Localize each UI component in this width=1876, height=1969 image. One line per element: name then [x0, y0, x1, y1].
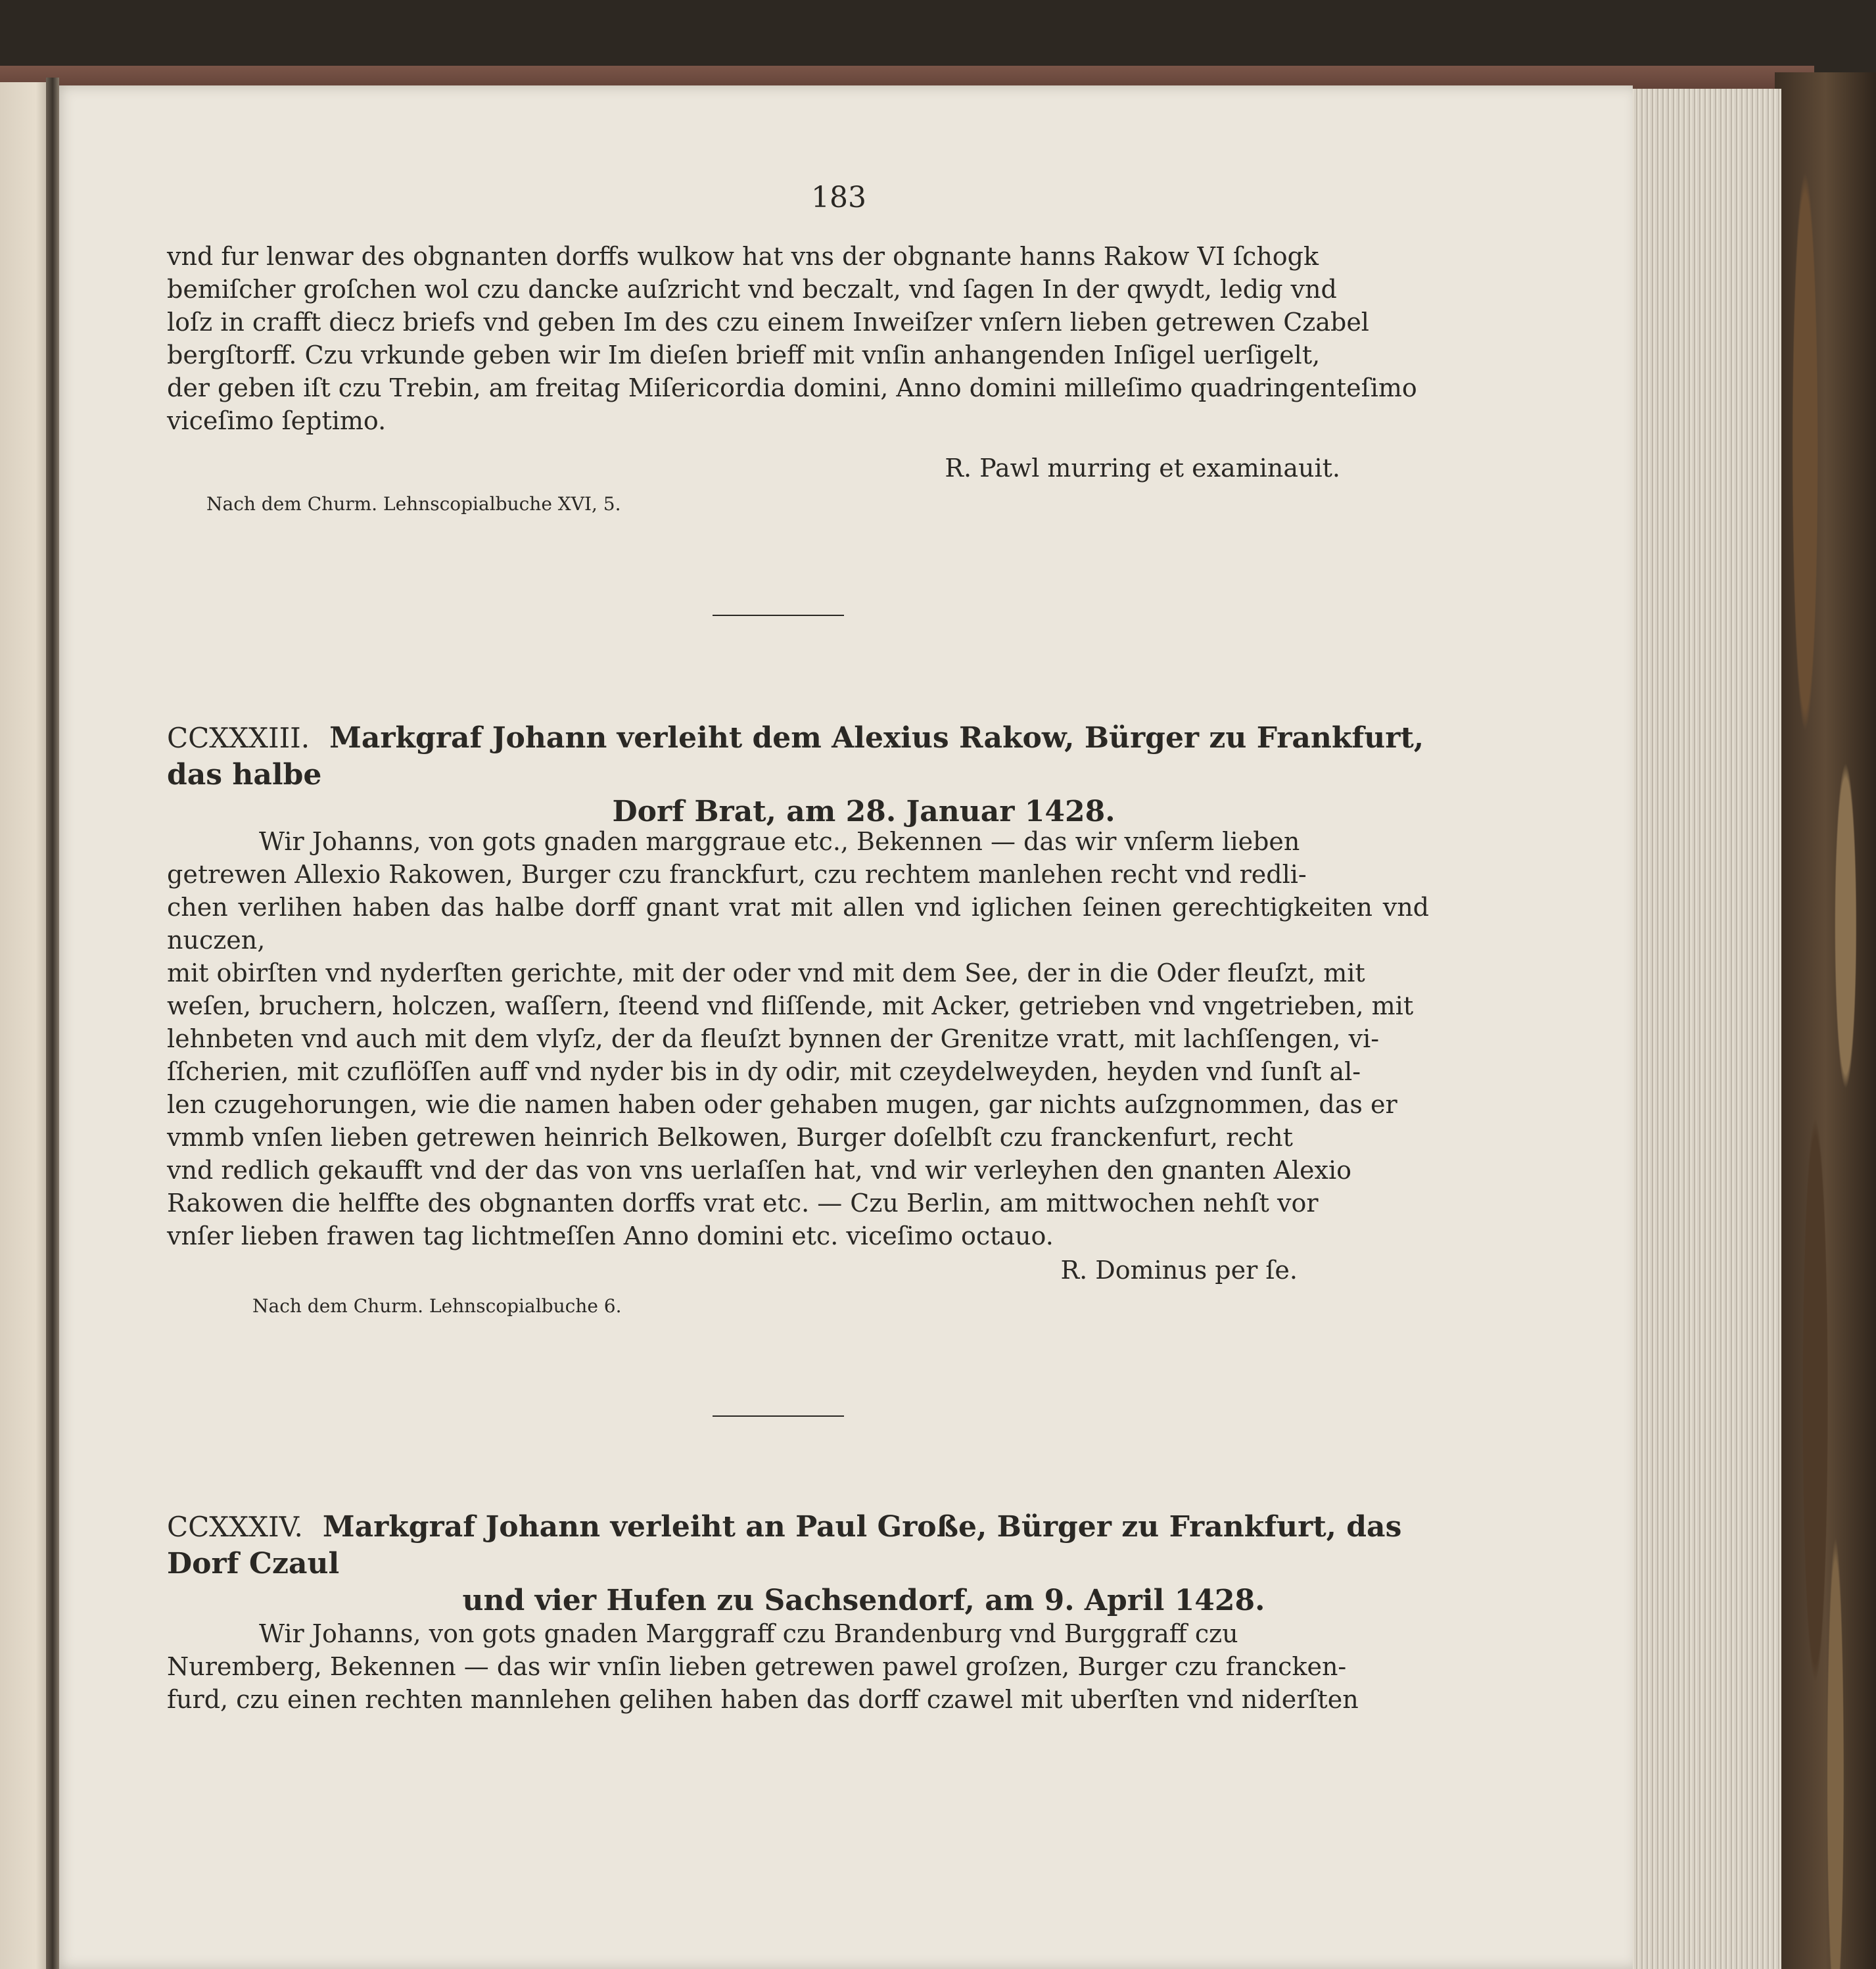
charter-title-line: Markgraf Johann verleiht an Paul Große, Bürger zu Frankfurt, das Dorf Czaul: [167, 1510, 1402, 1580]
page-block-edges: [1629, 89, 1781, 1969]
text-line: furd, czu einen rechten mannlehen gelihen haben das dorff czawel mit uberſten vnd niderſten: [167, 1685, 1359, 1714]
charter-signature: R. Dominus per ſe.: [1060, 1256, 1298, 1285]
charter-signature: R. Pawl murring et examinauit.: [945, 454, 1340, 483]
charter-heading-ccxxxiv: [167, 1509, 1429, 1619]
charter-body-ccxxxiv: [167, 1617, 1429, 1716]
charter-body-ccxxxiii: [167, 825, 1429, 1252]
charter-title-line: Markgraf Johann verleiht dem Alexius Rakow, Bürger zu Frankfurt, das halbe: [167, 721, 1424, 792]
section-divider: [713, 1415, 844, 1417]
charter-number: CCXXXIV.: [167, 1511, 303, 1543]
text-line: Rakowen die helffte des obgnanten dorffs vrat etc. — Czu Berlin, am mittwochen nehſt vor: [167, 1189, 1319, 1218]
text-line: Wir Johanns, von gots gnaden Marggraff czu Brandenburg vnd Burggraff czu: [259, 1619, 1238, 1648]
book-page: [55, 85, 1633, 1969]
text-line: vnſer lieben frawen tag lichtmeſſen Anno domini etc. viceſimo octauo.: [167, 1222, 1054, 1250]
source-note: Nach dem Churm. Lehnscopialbuche 6.: [252, 1295, 622, 1317]
charter-title-line: und vier Hufen zu Sachsendorf, am 9. April 1428.: [462, 1584, 1265, 1617]
left-facing-page: [0, 82, 51, 1969]
charter-heading-ccxxxiii: [167, 720, 1429, 830]
source-note: Nach dem Churm. Lehnscopialbuche XVI, 5.: [206, 493, 621, 515]
text-line: vmmb vnſen lieben getrewen heinrich Belkowen, Burger doſelbſt czu franckenfurt, recht: [167, 1123, 1293, 1152]
text-line: der geben iſt czu Trebin, am freitag Miſericordia domini, Anno domini milleſimo quadringenteſimo: [167, 373, 1417, 402]
charter-number: CCXXXIII.: [167, 722, 310, 754]
text-line: loſz in crafft diecz briefs vnd geben Im des czu einem Inweiſzer vnſern lieben getrewen Czabel: [167, 308, 1369, 337]
text-line: ſſcherien, mit czuflöſſen auff vnd nyder bis in dy odir, mit czeydelweyden, heyden vnd ſunſt al-: [167, 1057, 1361, 1086]
text-line: weſen, bruchern, holczen, waſſern, ſteend vnd fliſſende, mit Acker, getrieben vnd vngetrieben, mit: [167, 991, 1414, 1020]
page-number: 183: [811, 181, 866, 214]
text-line: getrewen Allexio Rakowen, Burger czu franckfurt, czu rechtem manlehen recht vnd redli-: [167, 860, 1307, 889]
book-gutter: [46, 78, 59, 1969]
text-line: vnd redlich gekaufft vnd der das von vns uerlaſſen hat, vnd wir verleyhen den gnanten Alexio: [167, 1156, 1351, 1185]
text-line: mit obirſten vnd nyderſten gerichte, mit der oder vnd mit dem See, der in die Oder fleuſzt, mit: [167, 959, 1365, 987]
text-line: vnd fur lenwar des obgnanten dorffs wulkow hat vns der obgnante hanns Rakow VI ſchogk: [167, 242, 1319, 271]
text-line: bergſtorff. Czu vrkunde geben wir Im dieſen brieff mit vnſin anhangenden Inſigel uerſigelt,: [167, 341, 1321, 369]
text-line: bemiſcher groſchen wol czu dancke auſzricht vnd beczalt, vnd ſagen In der qwydt, ledig vnd: [167, 275, 1337, 304]
text-line: Nuremberg, Bekennen — das wir vnſin lieben getrewen pawel groſzen, Burger czu francken-: [167, 1652, 1347, 1681]
section-divider: [713, 615, 844, 616]
text-line: viceſimo ſeptimo.: [167, 406, 387, 435]
marbled-cover: [1775, 72, 1876, 1969]
text-line: lehnbeten vnd auch mit dem vlyſz, der da fleuſzt bynnen der Grenitze vratt, mit lachſſengen, vi-: [167, 1024, 1380, 1053]
charter-title-line: Dorf Brat, am 28. Januar 1428.: [612, 795, 1115, 828]
text-line: Wir Johanns, von gots gnaden marggraue etc., Bekennen — das wir vnſerm lieben: [259, 827, 1300, 856]
text-line: len czugehorungen, wie die namen haben oder gehaben mugen, gar nichts auſzgnommen, das er: [167, 1090, 1397, 1119]
text-line: chen verlihen haben das halbe dorff gnant vrat mit allen vnd iglichen ſeinen gerechtigkeiten vnd nuczen,: [167, 893, 1429, 955]
charter-continuation: [167, 240, 1429, 437]
